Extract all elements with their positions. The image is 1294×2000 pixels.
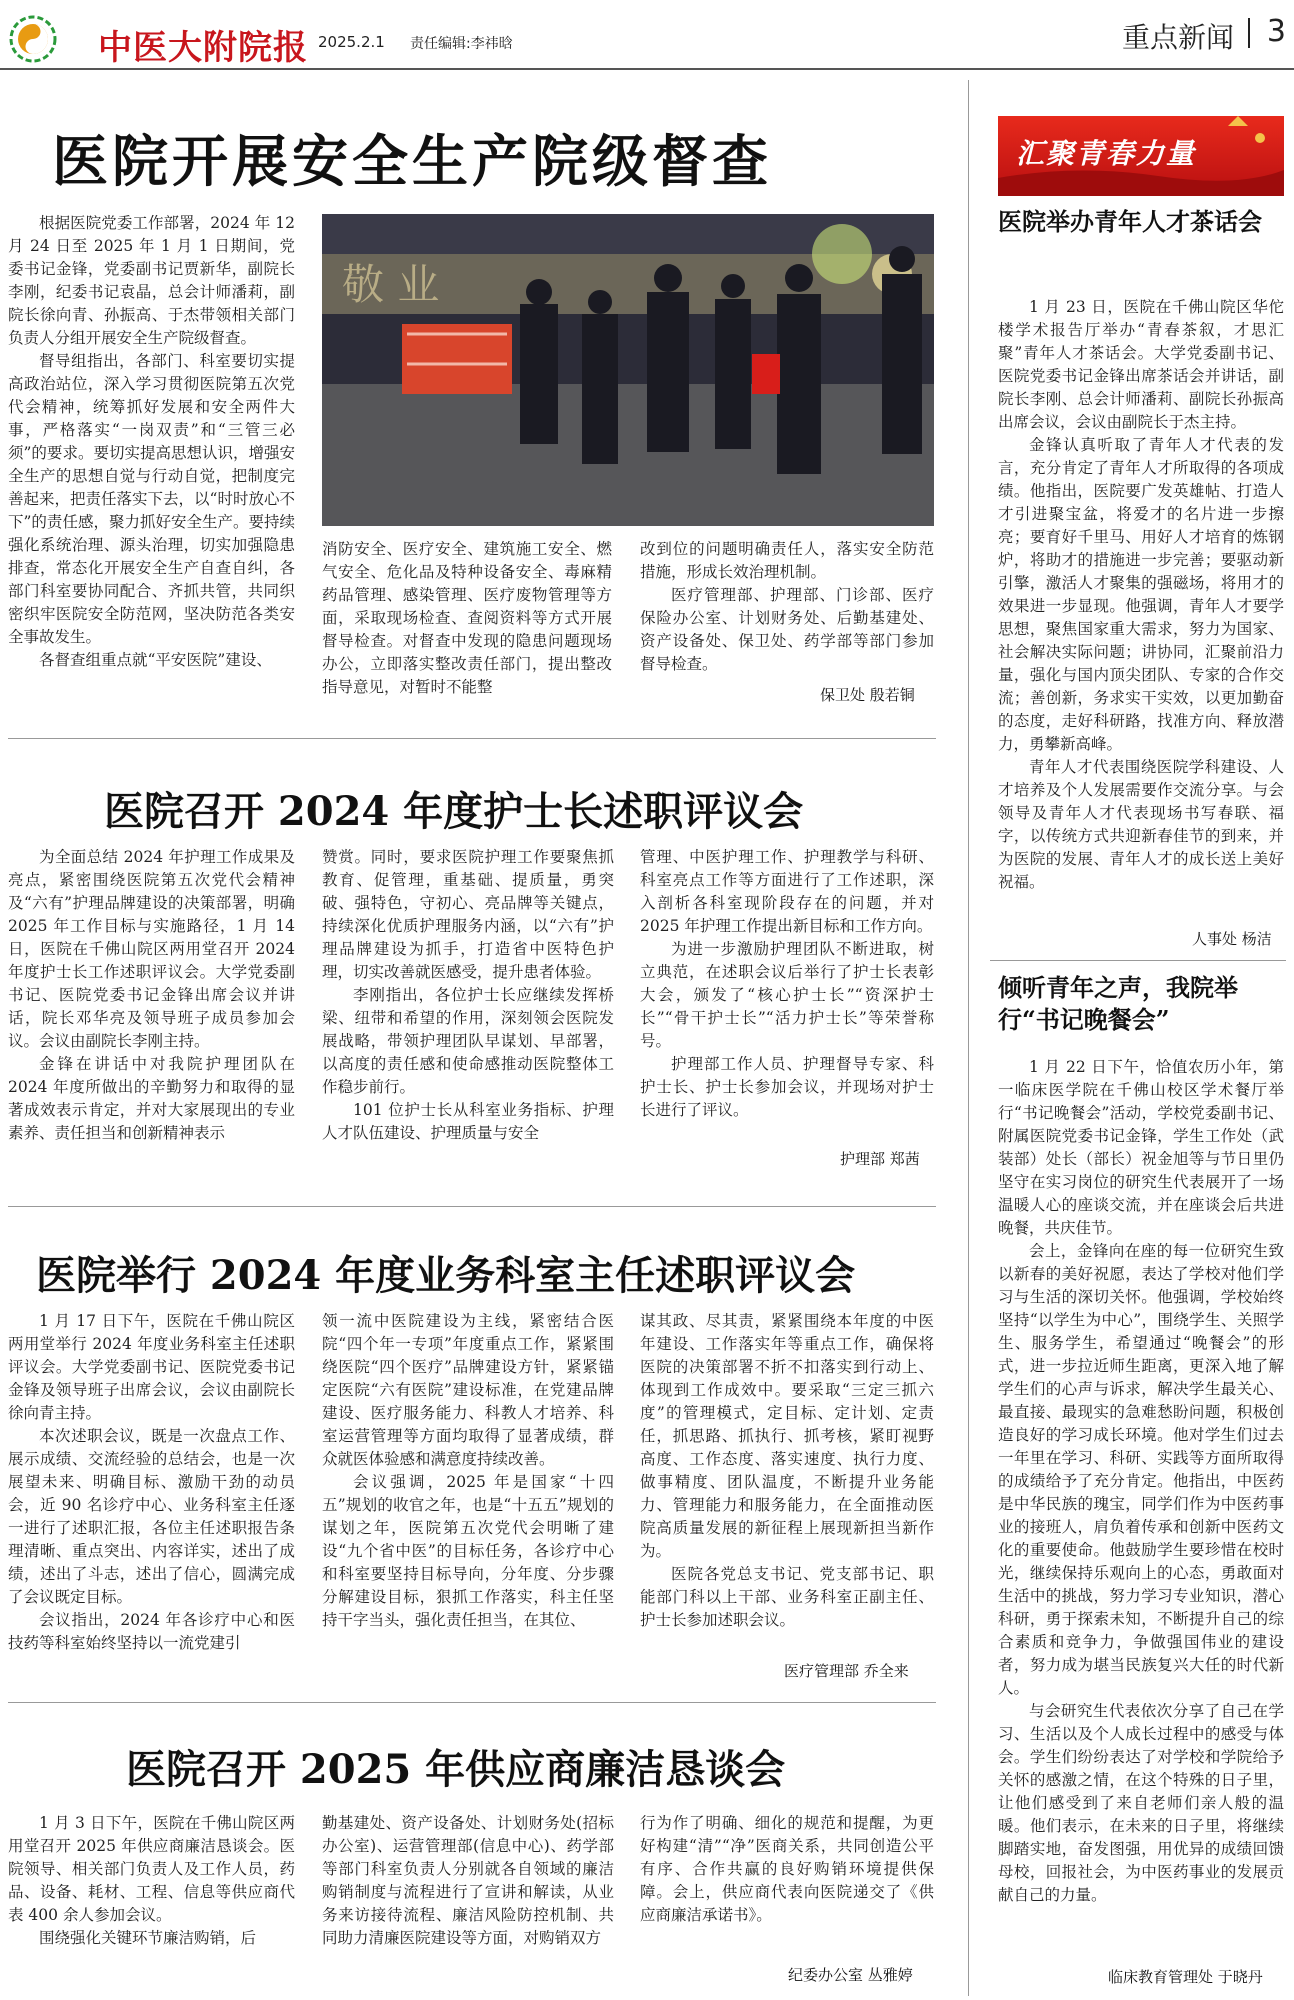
svg-text:敬 业: 敬 业 — [342, 260, 440, 309]
banner-title: 汇聚青春力量 — [1016, 137, 1197, 170]
paragraph: 会议指出，2024 年各诊疗中心和医技药等科室始终坚持以一流党建引 — [8, 1611, 295, 1652]
article2-byline: 护理部 郑茜 — [840, 1150, 920, 1168]
sidebar-article2-body — [998, 1056, 1284, 1966]
divider — [8, 1206, 936, 1207]
paragraph: 1 月 17 日下午，医院在千佛山院区两用堂举行 2024 年度业务科室主任述职评议会。大学党委副书记、医院党委书记金锋及领导班子出席会议，会议由副院长徐向青主持。 — [8, 1312, 295, 1422]
section-name: 重点新闻 — [1121, 21, 1234, 54]
editor: 责任编辑:李祎晗 — [410, 36, 513, 52]
paragraph: 医院各党总支书记、党支部书记、职能部门科以上干部、业务科室正副主任、护士长参加述职会议。 — [640, 1565, 934, 1629]
sidebar-divider — [968, 80, 969, 1996]
article2-col2 — [322, 846, 614, 1168]
paragraph: 本次述职会议，既是一次盘点工作、展示成绩、交流经验的总结会，也是一次展望未来、明确目标、激励干劲的动员会，近 90 名诊疗中心、业务科室主任逐一进行了述职汇报，各位主任述职报告条理清晰、重点突出、内容详实，述出了成绩，述出了斗志，述出了信心，圆满完成了会议既定目标。 — [8, 1427, 295, 1606]
sidebar-article1-title: 医院举办青年人才茶话会 — [998, 207, 1262, 236]
article3-col2 — [322, 1310, 614, 1680]
sidebar-article1-body — [998, 296, 1284, 928]
article3-byline: 医疗管理部 乔全来 — [784, 1662, 909, 1680]
section-divider — [1248, 18, 1250, 48]
paragraph: 青年人才代表围绕医院学科建设、人才培养及个人发展需要作交流分享。与会领导及青年人才代表现场书写春联、福字，以传统方式共迎新春佳节的到来，并为医院的发展、青年人才的成长送上美好祝福。 — [998, 758, 1284, 891]
article4-title: 医院召开 2025 年供应商廉洁恳谈会 — [126, 1746, 786, 1793]
article1-byline: 保卫处 殷若铜 — [820, 686, 915, 704]
paragraph: 各督查组重点就“平安医院”建设、 — [39, 651, 272, 669]
paragraph: 李刚指出，各位护士长应继续发挥桥梁、纽带和希望的作用，深刻领会医院发展战略，带领护理团队早谋划、早部署，以高度的责任感和使命感推动医院整体工作稳步前行。 — [322, 986, 614, 1096]
divider — [990, 960, 1286, 961]
paragraph: 根据医院党委工作部署，2024 年 12 月 24 日至 2025 年 1 月 1 日期间，党委书记金锋，党委副书记贾新华，副院长李刚，纪委书记袁晶，总会计师潘莉，副院长徐向青、孙振高、于杰带领相关部门负责人分组开展安全生产院级督查。 — [8, 214, 295, 347]
article4-col3: 行为作了明确、细化的规范和提醒，为更好构建“清”“净”医商关系，共同创造公平有序、合作共赢的良好购销环境提供保障。会上，供应商代表向医院递交了《供应商廉洁承诺书》。 — [640, 1814, 934, 1924]
paragraph: 会议强调，2025 年是国家“十四五”规划的收官之年，也是“十五五”规划的谋划之年，医院第五次党代会明晰了建设“九个省中医”的目标任务，各诊疗中心和科室要坚持目标导向，分年度、分步骤分解建设目标，狠抓工作落实，科主任坚持干字当头，强化责任担当，在其位、 — [322, 1473, 614, 1629]
paragraph: 金锋认真听取了青年人才代表的发言，充分肯定了青年人才所取得的各项成绩。他指出，医院要广发英雄帖、打造人才引进聚宝盆，将爱才的名片进一步擦亮；要育好千里马、用好人才培育的炼钢炉，将助才的措施进一步完善；要驱动新引擎，激活人才聚集的强磁场，将用才的效果进一步显现。他强调，青年人才要学思想，聚焦国家重大需求，努力为国家、社会解决实际问题；讲协同，汇聚前沿力量，强化与国内顶尖团队、专家的合作交流；善创新，务求实干实效，以更加勤奋的态度，走好科研路，找准方向、释放潜力，勇攀新高峰。 — [998, 436, 1284, 753]
sidebar-article2-byline: 临床教育管理处 于晓丹 — [1108, 1968, 1263, 1986]
article1-col3 — [640, 538, 934, 678]
paragraph: 护理部工作人员、护理督导专家、科护士长、护士长参加会议，并现场对护士长进行了评议。 — [640, 1055, 934, 1119]
photo-illustration — [322, 214, 934, 526]
article3-col1 — [8, 1310, 295, 1680]
hospital-logo-icon — [8, 14, 58, 64]
article3-col3 — [640, 1310, 934, 1655]
paragraph: 1 月 22 日下午，恰值农历小年，第一临床医学院在千佛山校区学术餐厅举行“书记晚餐会”活动，学校党委副书记、附属医院党委书记金锋，学生工作处（武装部）处长（部长）祝金旭等与节日里仍坚守在实习岗位的研究生代表展开了一场温暖人心的座谈交流，并在座谈会后共进晚餐，共庆佳节。 — [998, 1058, 1284, 1237]
youth-banner — [998, 116, 1284, 196]
paragraph: 谋其政、尽其责，紧紧围绕本年度的中医年建设、工作落实年等重点工作，确保将医院的决策部署不折不扣落实到行动上、体现到工作成效中。要采取“三定三抓六度”的管理模式，定目标、定计划、定责任，抓思路、抓执行、抓考核，紧盯视野高度、工作态度、落实速度、执行力度、做事精度、团队温度，不断提升业务能力、管理能力和服务能力，在全面推动医院高质量发展的新征程上展现新担当新作为。 — [640, 1312, 934, 1560]
article4-byline: 纪委办公室 丛雅婷 — [788, 1966, 913, 1984]
issue-date: 2025.2.1 — [318, 33, 385, 51]
article2-title: 医院召开 2024 年度护士长述职评议会 — [104, 788, 804, 835]
page-number: 3 — [1266, 14, 1286, 49]
paragraph: 与会研究生代表依次分享了自己在学习、生活以及个人成长过程中的感受与体会。学生们纷纷表达了对学校和学院给予关怀的感激之情，在这个特殊的日子里，让他们感受到了来自老师们亲人般的温暖。他们表示，在未来的日子里，将继续脚踏实地，奋发图强，用优异的成绩回馈母校，回报社会，为中医药事业的发展贡献自己的力量。 — [998, 1702, 1284, 1904]
paragraph: 金锋在讲话中对我院护理团队在 2024 年度所做出的辛勤努力和取得的显著成效表示肯定，并对大家展现出的专业素养、责任担当和创新精神表示 — [8, 1055, 295, 1142]
article4-col1 — [8, 1812, 295, 1998]
divider — [8, 738, 936, 739]
article1-title: 医院开展安全生产院级督查 — [52, 129, 772, 195]
paragraph: 会上，金锋向在座的每一位研究生致以新春的美好祝愿，表达了学校对他们学习与生活的深切关怀。他强调，学校始终坚持“以学生为中心”，围绕学生、关照学生、服务学生，希望通过“晚餐会”的形式，进一步拉近师生距离，更深入地了解学生们的心声与诉求，解决学生最关心、最直接、最现实的急难愁盼问题，积极创造良好的学习成长环境。他对学生们过去一年里在学习、科研、实践等方面所取得的成绩给予了充分肯定。他指出，中医药是中华民族的瑰宝，同学们作为中医药事业的接班人，肩负着传承和创新中医药文化的重要使命。他鼓励学生要珍惜在校时光，继续保持乐观向上的心态，勇敢面对生活中的挑战，努力学习专业知识，潜心科研，勇于探索未知，不断提升自己的综合素质和竞争力，争做强国伟业的建设者，努力成为堪当民族复兴大任的时代新人。 — [998, 1242, 1284, 1697]
paragraph: 医疗管理部、护理部、门诊部、医疗保险办公室、计划财务处、后勤基建处、资产设备处、保卫处、药学部等部门参加督导检查。 — [640, 586, 934, 673]
article1-col2: 消防安全、医疗安全、建筑施工安全、燃气安全、危化品及特种设备安全、毒麻精药品管理、感染管理、医疗废物管理等方面，采取现场检查、查阅资料等方式开展督导检查。对督查中发现的隐患问题现场办公，立即落实整改责任部门，提出整改指导意见，对暂时不能整 — [322, 540, 612, 696]
masthead — [0, 0, 1294, 70]
article2-col1 — [8, 846, 295, 1168]
paragraph: 1 月 3 日下午，医院在千佛山院区两用堂召开 2025 年供应商廉洁恳谈会。医院领导、相关部门负责人及工作人员，药品、设备、耗材、工程、信息等供应商代表 400 余人参加会议。 — [8, 1814, 295, 1924]
paragraph: 督导组指出，各部门、科室要切实提高政治站位，深入学习贯彻医院第五次党代会精神，统筹抓好发展和安全两件大事，严格落实“一岗双责”和“三管三必须”的要求。要切实提高思想认识，增强安全生产的思想自觉与行动自觉，把制度完善起来，把责任落实下去，以“时时放心不下”的责任感，聚力抓好安全生产。要持续强化系统治理、源头治理，切实加强隐患排查，常态化开展安全生产自查自纠，各部门科室要协同配合、齐抓共管，共同织密织牢医院安全防范网，坚决防范各类安全事故发生。 — [8, 352, 295, 646]
article3-title: 医院举行 2024 年度业务科室主任述职评议会 — [36, 1252, 856, 1299]
paper-name: 中医大附院报 — [98, 28, 308, 68]
article4-col2: 勤基建处、资产设备处、计划财务处(招标办公室)、运营管理部(信息中心)、药学部等部门科室负责人分别就各自领域的廉洁购销制度与流程进行了宣讲和解读，从业务来访接待流程、廉洁风险防控机制、共同助力清廉医院建设等方面，对购销双方 — [322, 1814, 614, 1947]
paragraph: 改到位的问题明确责任人，落实安全防范措施，形成长效治理机制。 — [640, 540, 934, 581]
paragraph: 赞赏。同时，要求医院护理工作要聚焦抓教育、促管理，重基础、提质量，勇突破、强特色，守初心、亮品牌等关键点，持续深化优质护理服务内涵，以“六有”护理品牌建设为抓手，打造省中医特色护理，切实改善就医感受，提升患者体验。 — [322, 848, 614, 981]
article1-col1 — [8, 212, 295, 712]
paragraph: 管理、中医护理工作、护理教学与科研、科室亮点工作等方面进行了工作述职，深入剖析各科室现阶段存在的问题，并对 2025 年护理工作提出新目标和工作方向。 — [640, 848, 934, 935]
inspection-photo — [322, 214, 934, 526]
paragraph: 1 月 23 日，医院在千佛山院区华佗楼学术报告厅举办“青春茶叙，才思汇聚”青年人才茶话会。大学党委副书记、医院党委书记金锋出席茶话会并讲话，副院长李刚、总会计师潘莉、副院长孙振高出席会议，会议由副院长于杰主持。 — [998, 298, 1284, 431]
article2-col3 — [640, 846, 934, 1141]
paragraph: 围绕强化关键环节廉洁购销，后 — [39, 1929, 257, 1947]
paragraph: 101 位护士长从科室业务指标、护理人才队伍建设、护理质量与安全 — [322, 1101, 614, 1142]
paragraph: 领一流中医院建设为主线，紧密结合医院“四个年一专项”年度重点工作，紧紧围绕医院“四个医疗”品牌建设方针，紧紧锚定医院“六有医院”建设标准，在党建品牌建设、医疗服务能力、科教人才培养、科室运营管理等方面均取得了显著成绩，群众就医体验感和满意度持续改善。 — [322, 1312, 614, 1468]
sidebar-article1-byline: 人事处 杨洁 — [1192, 930, 1272, 948]
paragraph: 为全面总结 2024 年护理工作成果及亮点，紧密围绕医院第五次党代会精神及“六有”护理品牌建设的决策部署，明确 2025 年工作目标与实施路径，1 月 14 日，医院在千佛山院区两用堂召开 2024 年度护士长工作述职评议会。大学党委副书记、医院党委书记金锋出席会议并讲话，院长邓华亮及领导班子成员参加会议。会议由副院长李刚主持。 — [8, 848, 295, 1050]
sidebar-article2-title: 倾听青年之声，我院举行“书记晚餐会” — [998, 973, 1238, 1034]
divider — [8, 1702, 936, 1703]
paragraph: 为进一步激励护理团队不断进取，树立典范，在述职会议后举行了护士长表彰大会，颁发了“核心护士长”“资深护士长”“骨干护士长”“活力护士长”等荣誉称号。 — [640, 940, 934, 1050]
